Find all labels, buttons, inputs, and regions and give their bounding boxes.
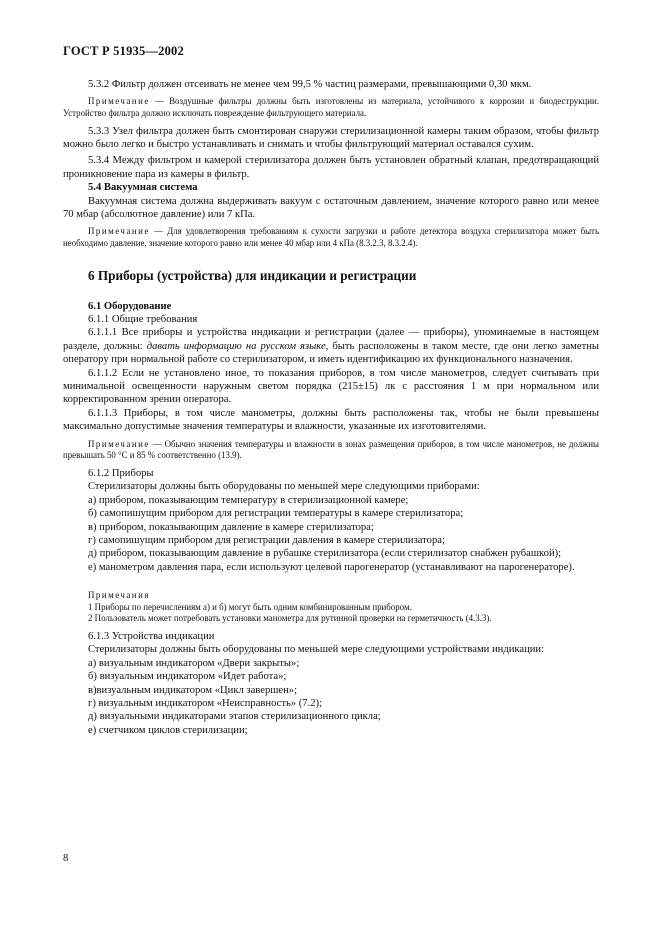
note-item: 2 Пользователь может потребовать установки манометра для рутинной проверки на герметичность (4.3.3). (88, 613, 492, 624)
list-item: в)визуальным индикатором «Цикл завершен»; (88, 684, 298, 696)
section-6-title: 6 Приборы (устройства) для индикации и регистрации (88, 267, 417, 283)
clause-text: 6.1.1.1 Все приборы и устройства индикации и регистрации (далее — приборы), упоминаемые в настоящем разделе, должны: (63, 327, 599, 352)
list-item: а) прибором, показывающим температуру в стерилизационной камере; (88, 494, 409, 506)
document-header: ГОСТ Р 51935—2002 (63, 44, 184, 58)
clause-text-italic: давать информацию на русском языке, (146, 340, 329, 352)
list-item: б) визуальным индикатором «Идет работа»; (88, 671, 287, 683)
note-temperature-humidity (63, 439, 599, 462)
document-body (63, 78, 599, 737)
list-item: в) прибором, показывающим давление в камере стерилизатора; (88, 521, 374, 533)
clause-text: быть расположены в таком месте, где они легко заметны оператору при нормальной работе со стерилизатором, и иметь идентификацию их функционального назначения. (63, 340, 599, 366)
clause-6-1-2: 6.1.2 Приборы (88, 467, 154, 479)
note-label: Примечание (88, 226, 150, 237)
list-item: д) прибором, показывающим давление в рубашке стерилизатора (если стерилизатор снабжен рубашкой); (88, 548, 562, 560)
list-item: г) визуальным индикатором «Неисправность» (7.2); (88, 697, 322, 709)
clause-6-1-1-2: 6.1.1.2 Если не установлено иное, то показания приборов, в том числе манометров, следует считывать при минимальной освещенности наружным светом порядка (215±15) лк с расстояния 1 м при нормальном или корректированном зрении оператора. (63, 367, 599, 406)
note-filter-material (63, 96, 599, 119)
clause-6-1-3: 6.1.3 Устройства индикации (88, 630, 215, 642)
note-label: Примечание (88, 438, 150, 449)
page-number: 8 (63, 853, 69, 864)
notes-label: Примечания (88, 590, 150, 601)
clause-5-3-4: 5.3.4 Между фильтром и камерой стерилизатора должен быть установлен обратный клапан, предотвращающий проникновение пара из камеры в фильтр. (63, 155, 599, 180)
list-item: г) самопишущим прибором для регистрации давления в камере стерилизатора; (88, 534, 445, 546)
section-6-1-title: 6.1 Оборудование (88, 300, 172, 312)
clause-6-1-1-3: 6.1.1.3 Приборы, в том числе манометры, должны быть расположены так, чтобы не были превышены максимально допустимые значения температуры и влажности, указанные их изготовителями. (63, 407, 599, 433)
list-item: е) счетчиком циклов стерилизации; (88, 724, 248, 736)
list-item: а) визуальным индикатором «Двери закрыты»; (88, 657, 300, 669)
note-item: 1 Приборы по перечислениям а) и б) могут быть одним комбинированным прибором. (88, 601, 412, 612)
clause-5-3-3: 5.3.3 Узел фильтра должен быть смонтирован снаружи стерилизационной камеры таким образом, чтобы фильтр можно было легко и быстро устанавливать и снимать и чтобы фильтрующий материал оставался сухим. (63, 125, 599, 150)
clause-6-1-1: 6.1.1 Общие требования (88, 314, 198, 326)
section-5-4-title: 5.4 Вакуумная система (88, 182, 198, 194)
clause-6-1-2-intro: Стерилизаторы должны быть оборудованы по меньшей мере следующими приборами: (88, 481, 480, 493)
clause-6-1-3-intro: Стерилизаторы должны быть оборудованы по меньшей мере следующими устройствами индикации: (88, 644, 545, 656)
section-5-4-text: Вакуумная система должна выдерживать вакуум с остаточным давлением, значение которого равно или менее 70 мбар (абсолютное давление) или 7 кПа. (63, 195, 599, 221)
note-text: — Воздушные фильтры должны быть изготовлены из материала, устойчивого к коррозии и биодеструкции. Устройство фильтра должно исключать повреждение фильтрующего материала. (63, 96, 599, 118)
clause-6-1-1-1 (63, 326, 599, 366)
note-text: — Для удовлетворения требованиям к сухости загрузки и работе детектора воздуха стерилизатора может быть необходимо давление, значение которого равно или менее 40 мбар или 4 кПа (8.3.2.3, 8.3.2.4). (63, 226, 599, 249)
clause-5-3-2: 5.3.2 Фильтр должен отсеивать не менее чем 99,5 % частиц размерами, превышающими 0,30 мкм. (88, 79, 532, 90)
list-item: е) манометром давления пара, если используют целевой парогенератор (устанавливают на парогенераторе). (88, 561, 575, 573)
note-text: — Обычно значения температуры и влажности в зонах размещения приборов, в том числе манометров, не должны превышать 50 °С и 85 % соответственно (13.9). (63, 438, 599, 461)
note-vacuum (63, 226, 599, 249)
list-item: д) визуальными индикаторами этапов стерилизационного цикла; (88, 711, 381, 723)
list-item: б) самопишущим прибором для регистрации температуры в камере стерилизатора; (88, 508, 464, 520)
note-label: Примечание (88, 96, 150, 107)
